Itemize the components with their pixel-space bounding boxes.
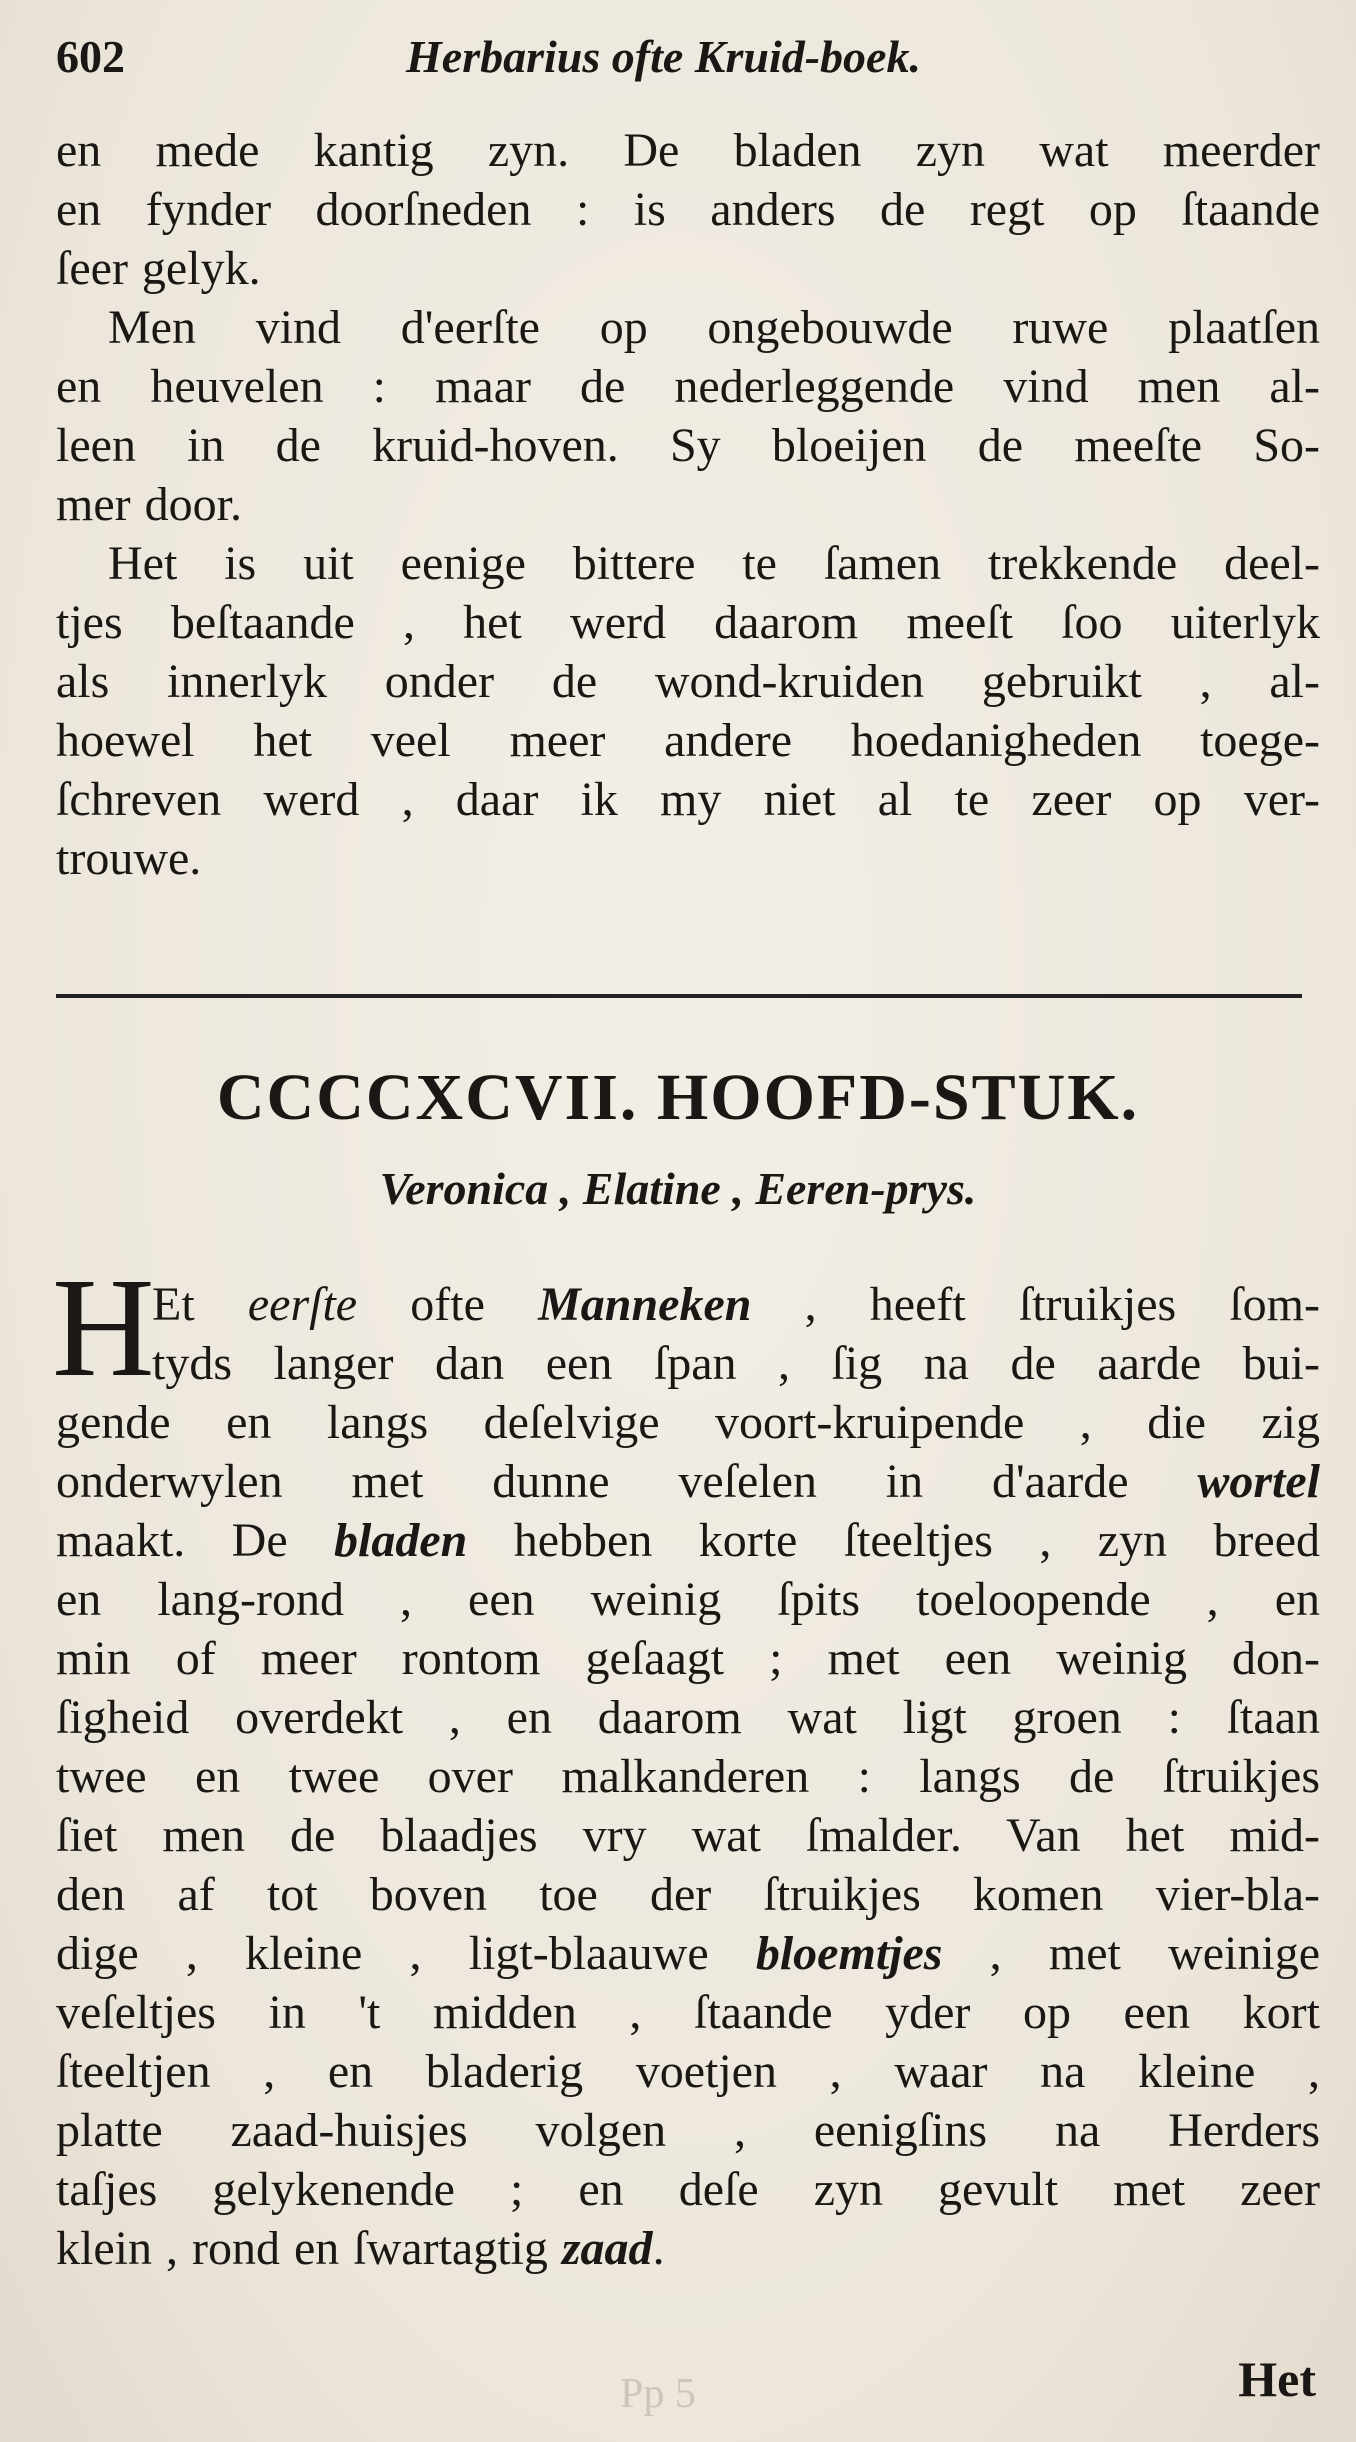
text-line [56, 829, 1320, 889]
text-run: en lang-rond , een weinig ſpits toeloopende , en [56, 1573, 1320, 1626]
running-title: Herbarius ofte Kruid-boek. [406, 31, 921, 82]
emphasized-term: bloemtjes [755, 1927, 943, 1980]
text-line [56, 770, 1320, 830]
text-run: maakt. De [56, 1514, 334, 1567]
text-run: ſiet men de blaadjes vry wat ſmalder. Van het mid- [56, 1809, 1320, 1862]
text-run: en heuvelen : maar de nederleggende vind men al- [56, 360, 1320, 413]
section-divider [56, 994, 1302, 998]
signature-mark: Pp 5 [620, 2371, 696, 2417]
text-run: Men vind d'eerſte op ongebouwde ruwe plaatſen [108, 301, 1320, 354]
text-run: den af tot boven toe der ſtruikjes komen vier-bla- [56, 1868, 1320, 1921]
text-run: hebben korte ſteeltjes , zyn breed [467, 1514, 1320, 1567]
running-head [56, 30, 1320, 90]
text-line [56, 1511, 1320, 1571]
text-run: ſigheid overdekt , en daarom wat ligt groen : ſtaan [56, 1691, 1320, 1744]
chapter-heading: CCCCXCVII. HOOFD-STUK. [216, 1061, 1140, 1134]
chapter-subtitle: Veronica , Elatine , Eeren-prys. [379, 1163, 977, 1214]
text-run: ſeer gelyk. [56, 242, 261, 295]
text-run: platte zaad-huisjes volgen , eenigſins na Herders [56, 2104, 1320, 2157]
text-line [56, 121, 1320, 181]
text-line [56, 1924, 1320, 1984]
text-run: gende en langs deſelvige voort-kruipende , die zig [56, 1396, 1320, 1449]
text-run: leen in de kruid-hoven. Sy bloeijen de meeſte So- [56, 419, 1320, 472]
text-run: en fynder doorſneden : is anders de regt op ſtaande [56, 183, 1320, 236]
text-run: mer door. [56, 478, 242, 531]
text-line [56, 652, 1320, 712]
text-line [152, 1334, 1320, 1394]
text-run: , heeft ſtruikjes ſom- [751, 1278, 1321, 1331]
text-line [56, 1393, 1320, 1453]
emphasized-term: zaad [561, 2222, 653, 2275]
emphasized-term: wortel [1197, 1455, 1320, 1508]
text-line [56, 1570, 1320, 1630]
text-run: onderwylen met dunne veſelen in d'aarde [56, 1455, 1198, 1508]
text-line [56, 2101, 1320, 2161]
text-run: Het is uit eenige bittere te ſamen trekkende deel- [108, 537, 1320, 590]
text-run: klein , rond en ſwartagtig [56, 2222, 562, 2275]
text-line [56, 1629, 1320, 1689]
text-line [56, 1688, 1320, 1748]
text-run: als innerlyk onder de wond-kruiden gebruikt , al- [56, 655, 1320, 708]
text-line [56, 1806, 1320, 1866]
drop-cap: H [52, 1248, 155, 1406]
text-run: veſeltjes in 't midden , ſtaande yder op een kort [56, 1986, 1320, 2039]
text-run: twee en twee over malkanderen : langs de ſtruikjes [56, 1750, 1320, 1803]
emphasized-term: Manneken [538, 1278, 752, 1331]
text-line [108, 534, 1320, 594]
text-run: en mede kantig zyn. De bladen zyn wat meerder [56, 124, 1320, 177]
text-line [56, 1452, 1320, 1512]
text-run: ſchreven werd , daar ik my niet al te zeer op ver- [56, 773, 1320, 826]
text-line [56, 1983, 1320, 2043]
catchword: Het [1238, 2351, 1316, 2407]
text-run: ofte [357, 1278, 539, 1331]
emphasized-term: bladen [334, 1514, 468, 1567]
text-run: dige , kleine , ligt-blaauwe [56, 1927, 756, 1980]
text-run: hoewel het veel meer andere hoedanigheden toege- [56, 714, 1320, 767]
text-line [56, 711, 1320, 771]
emphasized-term: eerſte [247, 1278, 358, 1331]
text-line [56, 2160, 1320, 2220]
text-run: tyds langer dan een ſpan , ſig na de aarde bui- [152, 1337, 1320, 1390]
text-line [56, 357, 1320, 417]
text-line [152, 1275, 1320, 1335]
text-run: min of meer rontom geſaagt ; met een weinig don- [56, 1632, 1320, 1685]
text-run: tjes beſtaande , het werd daarom meeſt ſoo uiterlyk [56, 596, 1320, 649]
text-line [108, 298, 1320, 358]
text-line [56, 593, 1320, 653]
text-run: taſjes gelykenende ; en deſe zyn gevult met zeer [56, 2163, 1320, 2216]
text-line [56, 2042, 1320, 2102]
text-run: trouwe. [56, 832, 202, 885]
text-run: Et [152, 1278, 248, 1331]
text-line [56, 239, 1320, 299]
text-line [56, 1747, 1320, 1807]
text-line [56, 1865, 1320, 1925]
text-line [56, 180, 1320, 240]
text-run: ſteeltjen , en bladerig voetjen , waar na kleine , [56, 2045, 1320, 2098]
text-line [56, 475, 1320, 535]
text-line [56, 416, 1320, 476]
page-number: 602 [56, 31, 125, 82]
text-line [56, 2219, 1320, 2279]
text-run: . [652, 2222, 665, 2275]
text-run: , met weinige [942, 1927, 1321, 1980]
